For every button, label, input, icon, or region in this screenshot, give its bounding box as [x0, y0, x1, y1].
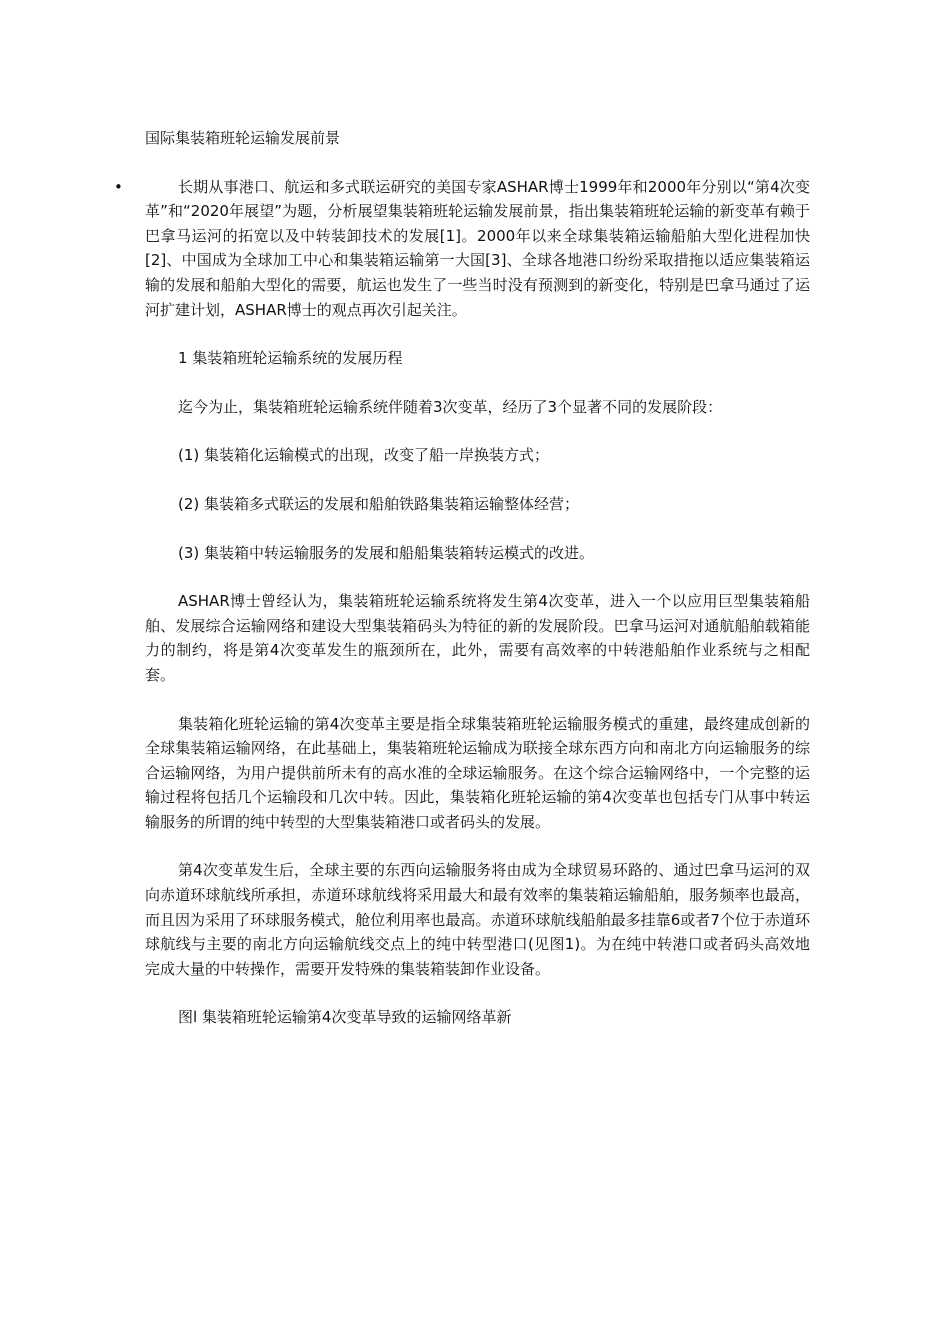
- section-lead-paragraph: 迄今为止，集装箱班轮运输系统伴随着3次变革，经历了3个显著不同的发展阶段：: [178, 397, 723, 416]
- body-paragraph: ASHAR博士曾经认为，集装箱班轮运输系统将发生第4次变革，进入一个以应用巨型集装箱船舶、发展综合运输网络和建设大型集装箱码头为特征的新的发展阶段。巴拿马运河对通航船舶载箱能力的制约，将是第4次变革发生的瓶颈所在，此外，需要有高效率的中转港船舶作业系统与之相配套。: [145, 592, 810, 684]
- stage-item-3: (3) 集装箱中转运输服务的发展和船船集装箱转运模式的改进。: [178, 543, 595, 562]
- figure-caption: 图l 集装箱班轮运输第4次变革导致的运输网络革新: [178, 1008, 512, 1027]
- bullet-icon: •: [114, 177, 123, 196]
- stage-item-2: (2) 集装箱多式联运的发展和船舶铁路集装箱运输整体经营；: [178, 494, 580, 513]
- body-paragraph: 第4次变革发生后，全球主要的东西向运输服务将由成为全球贸易环路的、通过巴拿马运河的双向赤道环球航线所承担，赤道环球航线将采用最大和最有效率的集装箱运输船舶，服务频率也最高，而且因为采用了环球服务模式，舱位利用率也最高。赤道环球航线船舶最多挂靠6或者7个位于赤道环球航线与主要的南北方向运输航线交点上的纯中转型港口(见图1)。为在纯中转港口或者码头高效地完成大量的中转操作，需要开发特殊的集装箱装卸作业设备。: [145, 861, 810, 978]
- section-heading: 1 集装箱班轮运输系统的发展历程: [178, 349, 403, 368]
- document-title: 国际集装箱班轮运输发展前景: [145, 129, 341, 147]
- body-paragraph: 集装箱化班轮运输的第4次变革主要是指全球集装箱班轮运输服务模式的重建，最终建成创新的全球集装箱运输网络，在此基础上，集装箱班轮运输成为联接全球东西方向和南北方向运输服务的综合运输网络，为用户提供前所未有的高水准的全球运输服务。在这个综合运输网络中，一个完整的运输过程将包括几个运输段和几次中转。因此，集装箱化班轮运输的第4次变革也包括专门从事中转运输服务的所谓的纯中转型的大型集装箱港口或者码头的发展。: [145, 714, 810, 831]
- intro-paragraph: 长期从事港口、航运和多式联运研究的美国专家ASHAR博士1999年和2000年分别以“第4次变革”和“2020年展望”为题，分析展望集装箱班轮运输发展前景，指出集装箱班轮运输的新变革有赖于巴拿马运河的拓宽以及中转装卸技术的发展[1]。2000年以来全球集装箱运输船舶大型化进程加快[2]、中国成为全球加工中心和集装箱运输第一大国[3]、全球各地港口纷纷采取措拖以适应集装箱运输的发展和船舶大型化的需要，航运也发生了一些当时没有预测到的新变化，特别是巴拿马通过了运河扩建计划，ASHAR博士的观点再次引起关注。: [145, 177, 810, 319]
- bullet-list-item: [114, 175, 810, 323]
- stage-item-1: (1) 集装箱化运输模式的出现，改变了船一岸换装方式；: [178, 446, 550, 465]
